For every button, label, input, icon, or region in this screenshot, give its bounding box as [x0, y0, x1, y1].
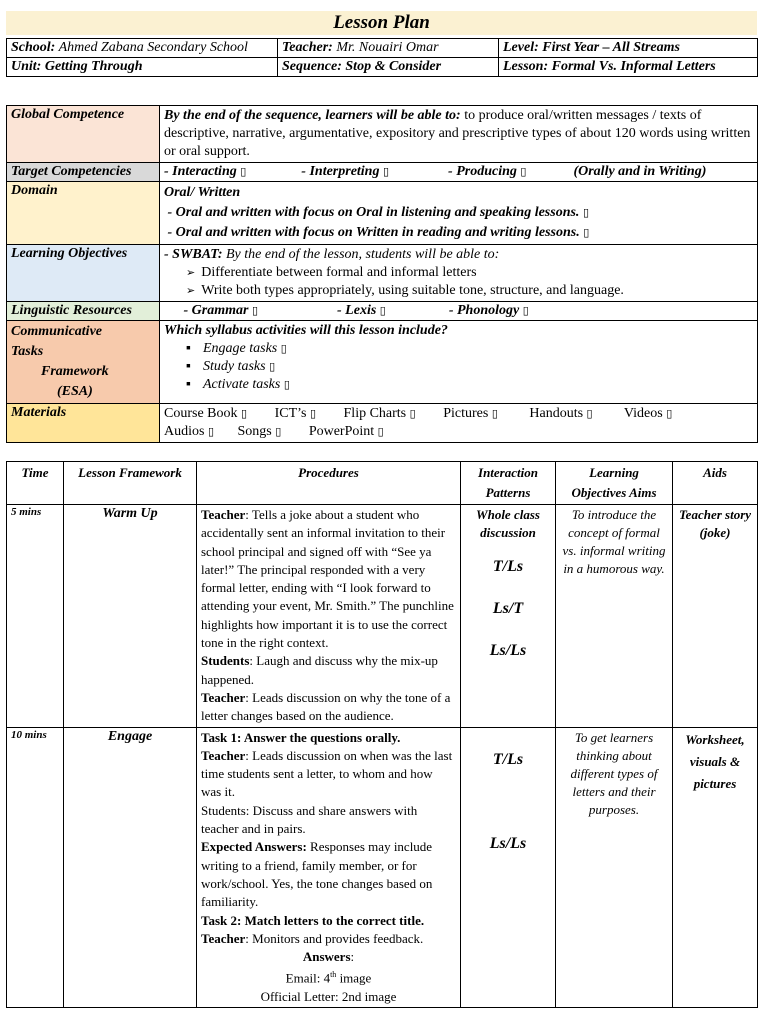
target-competencies-label: Target Competencies: [7, 163, 160, 182]
communicative-tasks-label: Communicative Tasks Framework (ESA): [7, 321, 160, 404]
engage-procedure: Task 1: Answer the questions orally. Teacher: Leads discussion on when was the last time students sent a letter, to whom and how was it. Students: Discuss and share answers with teacher and in pairs. Expected Answers: Responses may include writing to a friend, family member, or for work/school. Yes, the tone changes based on familiarity. Task 2: Match letters to the correct title. Teacher: Monitors and provides feedback. Answers: Email: 4th image Official Letter: 2nd image: [197, 727, 461, 1008]
communicative-tasks-value: [160, 321, 758, 404]
engage-aim: To get learners thinking about different types of letters and their purposes.: [556, 727, 673, 1008]
global-competence-text: [160, 106, 758, 163]
domain-line: - Oral and written with focus on Written in reading and writing lessons. ▯: [167, 225, 590, 240]
school-label: School:: [11, 40, 56, 55]
page-title: Lesson Plan: [6, 11, 757, 35]
header-objectives: Learning Objectives Aims: [556, 462, 673, 505]
target-item: - Interpreting ▯: [301, 164, 390, 179]
domain-value: [160, 182, 758, 245]
interaction-pattern: T/Ls: [492, 750, 524, 768]
lesson-value: Formal Vs. Informal Letters: [551, 59, 716, 74]
global-competence-lead: By the end of the sequence, learners will be able to:: [164, 108, 461, 123]
objectives-intro: By the end of the lesson, students will be able to:: [222, 247, 500, 262]
swbat-label: - SWBAT:: [164, 247, 223, 262]
material-item: ICT’s ▯: [274, 406, 317, 421]
engage-aids: Worksheet, visuals & pictures: [673, 727, 758, 1008]
warmup-aim: To introduce the concept of formal vs. informal writing in a humorous way.: [556, 505, 673, 728]
level-label: Level:: [503, 40, 539, 55]
header-info-table: [6, 38, 758, 77]
lesson-cell: [499, 58, 758, 77]
school-value: Ahmed Zabana Secondary School: [58, 40, 248, 55]
global-competence-label: Global Competence: [7, 106, 160, 163]
competence-table: [6, 105, 758, 443]
material-item: Flip Charts ▯: [343, 406, 416, 421]
interaction-pattern: Ls/Ls: [489, 642, 527, 659]
header-time: Time: [7, 462, 64, 505]
objective-item: ➢ Differentiate between formal and informal letters: [186, 264, 753, 282]
linguistic-item: - Phonology ▯: [448, 303, 529, 318]
tasks-question: Which syllabus activities will this lesson include?: [164, 323, 448, 338]
linguistic-resources-label: Linguistic Resources: [7, 302, 160, 321]
domain-label: Domain: [7, 182, 160, 245]
sequence-value: Stop & Consider: [345, 59, 442, 74]
task-item: ▪ Study tasks ▯: [186, 358, 753, 376]
target-item: - Interacting ▯: [164, 164, 247, 179]
sequence-label: Sequence:: [282, 59, 342, 74]
level-value: First Year – All Streams: [542, 40, 680, 55]
warmup-stage: Warm Up: [64, 505, 197, 728]
header-aids: Aids: [673, 462, 758, 505]
engage-interaction: [461, 727, 556, 1008]
warmup-time: 5 mins: [7, 505, 64, 728]
materials-label: Materials: [7, 404, 160, 443]
materials-value: [160, 404, 758, 443]
global-competence-body: to produce oral/written messages / texts of descriptive, narrative, argumentative, expository and prescriptive types of about 120 words using written or oral support.: [164, 108, 751, 159]
target-item: - Producing ▯: [448, 164, 527, 179]
task-item: ▪ Activate tasks ▯: [186, 376, 753, 394]
school-cell: [7, 39, 278, 58]
domain-line: - Oral and written with focus on Oral in listening and speaking lessons. ▯: [167, 205, 589, 220]
sequence-cell: [278, 58, 499, 77]
header-interaction: Interaction Patterns: [461, 462, 556, 505]
task-item: ▪ Engage tasks ▯: [186, 340, 753, 358]
warmup-aids: Teacher story (joke): [673, 505, 758, 728]
interaction-pattern: Ls/T: [492, 600, 524, 617]
material-item: Handouts ▯: [529, 406, 593, 421]
linguistic-item: - Lexis ▯: [337, 303, 386, 318]
teacher-label: Teacher:: [282, 40, 333, 55]
engage-time: 10 mins: [7, 727, 64, 1008]
engage-stage: Engage: [64, 727, 197, 1008]
material-item: Songs ▯: [237, 424, 282, 439]
unit-label: Unit:: [11, 59, 42, 74]
warmup-procedure: Teacher: Tells a joke about a student who accidentally sent an informal invitation to their school principal and signed off with “See ya later!” The principal responded with a very formal letter, ending with “I look forward to attending your event, Mr. Smith.” The punchline highlights how important it is to use the correct tone in the right context. Students: Laugh and discuss why the mix-up happened. Teacher: Leads discussion on why the tone of a letter changes based on the audience.: [197, 505, 461, 728]
unit-value: Getting Through: [44, 59, 143, 74]
linguistic-item: - Grammar ▯: [183, 303, 259, 318]
lesson-label: Lesson:: [503, 59, 549, 74]
interaction-pattern: T/Ls: [492, 558, 524, 575]
teacher-value: Mr. Nouairi Omar: [336, 40, 439, 55]
target-suffix: (Orally and in Writing): [573, 164, 707, 179]
domain-title: Oral/ Written: [164, 185, 241, 200]
level-cell: [499, 39, 758, 58]
unit-cell: [7, 58, 278, 77]
header-procedures: Procedures: [197, 462, 461, 505]
material-item: Course Book ▯: [164, 406, 248, 421]
target-competencies-value: [160, 163, 758, 182]
objective-item: ➢ Write both types appropriately, using suitable tone, structure, and language.: [186, 282, 753, 300]
interaction-pattern: Ls/Ls: [489, 834, 527, 852]
header-framework: Lesson Framework: [64, 462, 197, 505]
material-item: Videos ▯: [623, 406, 673, 421]
learning-objectives-value: [160, 245, 758, 302]
linguistic-resources-value: [160, 302, 758, 321]
teacher-cell: [278, 39, 499, 58]
material-item: Audios ▯: [164, 424, 215, 439]
material-item: PowerPoint ▯: [308, 424, 384, 439]
warmup-interaction: Whole class discussion T/Ls Ls/T Ls/Ls: [461, 505, 556, 728]
material-item: Pictures ▯: [443, 406, 498, 421]
learning-objectives-label: Learning Objectives: [7, 245, 160, 302]
procedures-table: [6, 461, 758, 1008]
